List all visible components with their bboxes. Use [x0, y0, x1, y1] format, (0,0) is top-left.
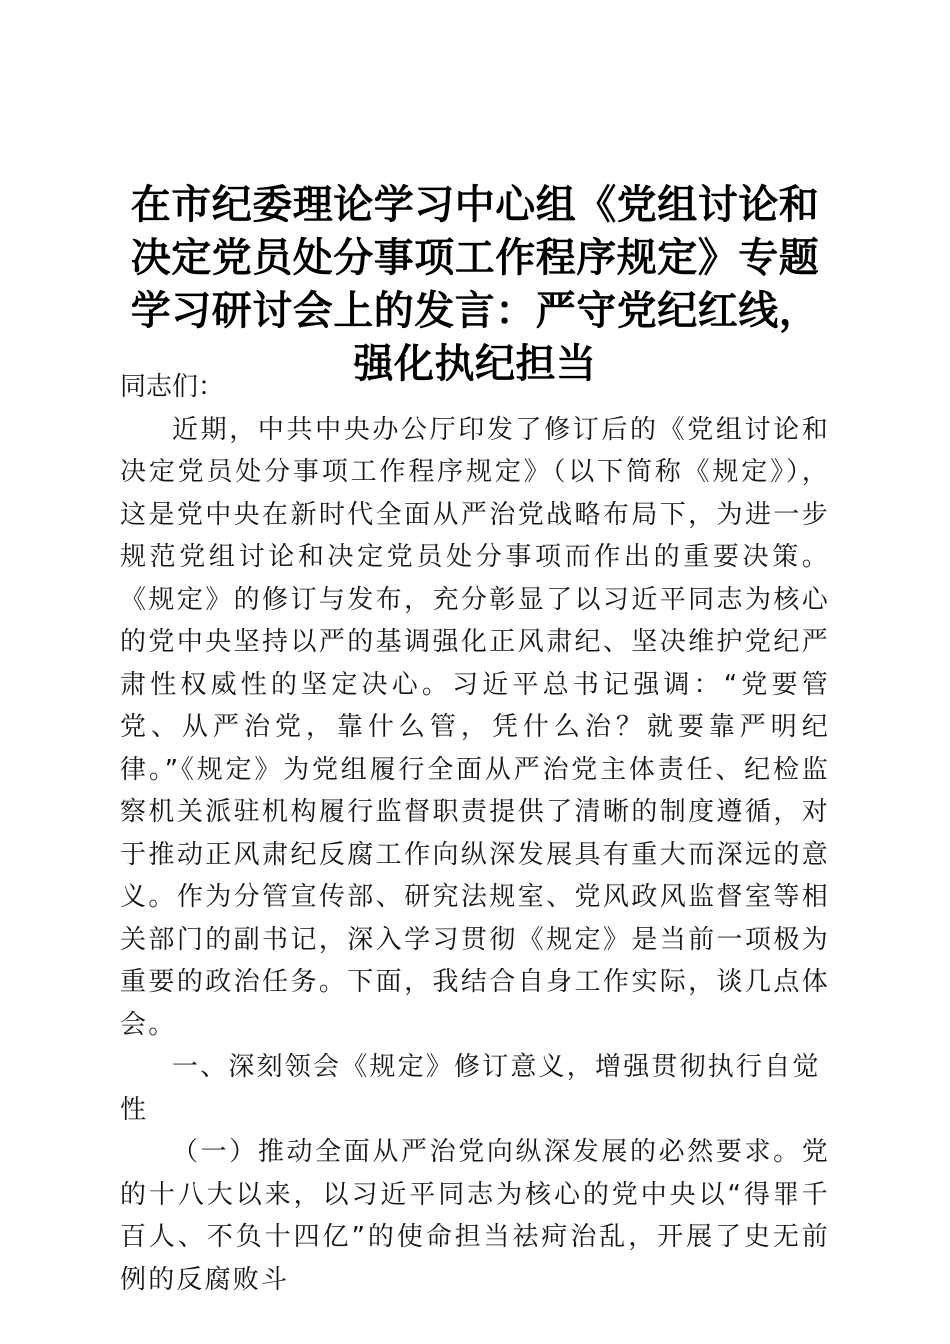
document-body — [120, 366, 830, 1301]
section-heading: 一、深刻领会《规定》修订意义，增强贯彻执行自觉性 — [120, 1052, 821, 1125]
paragraph-intro: 近期，中共中央办公厅印发了修订后的《党组讨论和决定党员处分事项工作程序规定》（以下简称《规定》），这是党中央在新时代全面从严治党战略布局下，为进一步规范党组讨论和决定党员处分事项而作出的重要决策。《规定》的修订与发布，充分彰显了以习近平同志为核心的党中央坚持以严的基调强化正风肃纪、坚决维护党纪严肃性权威性的坚定决心。习近平总书记强调：“党要管党、从严治党，靠什么管，凭什么治？就要靠严明纪律。”《规定》为党组履行全面从严治党主体责任、纪检监察机关派驻机构履行监督职责提供了清晰的制度遵循，对于推动正风肃纪反腐工作向纵深发展具有重大而深远的意义。作为分管宣传部、研究法规室、党风政风监督室等相关部门的副书记，深入学习贯彻《规定》是当前一项极为重要的政治任务。下面，我结合自身工作实际，谈几点体会。 — [120, 414, 830, 1040]
paragraph-section-1-1: （一）推动全面从严治党向纵深发展的必然要求。党的十八大以来，以习近平同志为核心的党中央以“得罪千百人、不负十四亿”的使命担当祛疴治乱，开展了史无前例的反腐败斗 — [120, 1137, 830, 1295]
document-title: 在市纪委理论学习中心组《党组讨论和决定党员处分事项工作程序规定》专题学习研讨会上的发言：严守党纪红线，强化执纪担当 — [130, 181, 820, 387]
salutation: 同志们： — [120, 372, 225, 402]
